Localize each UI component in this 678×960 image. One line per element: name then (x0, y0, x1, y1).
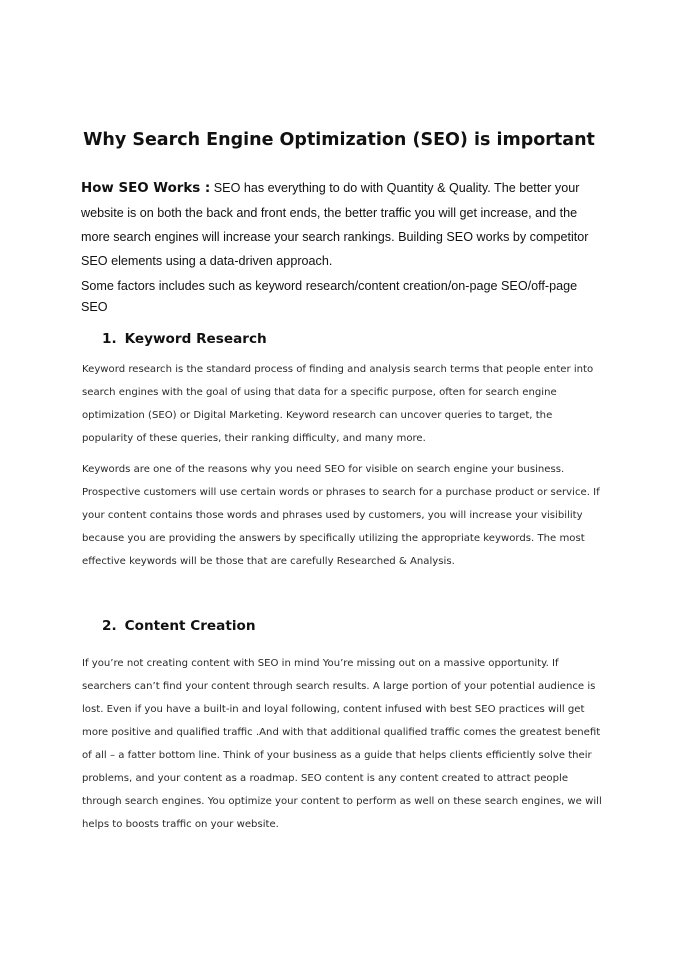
keyword-research-paragraph-1: Keyword research is the standard process of finding and analysis search terms that people enter into search engines with the goal of using that data for a specific purpose, often for search engine optimization (SEO) or Digital Marketing. Keyword research can uncover queries to target, the popularity of these queries, their ranking difficulty, and many more. (82, 364, 594, 444)
section-title: Content Creation (124, 618, 256, 634)
section-number: 1. (102, 331, 117, 347)
intro-factors: Some factors includes such as keyword research/content creation/on-page SEO/off-page SEO (81, 279, 578, 314)
keyword-research-paragraph-2: Keywords are one of the reasons why you need SEO for visible on search engine your business. Prospective customers will use certain words or phrases to search for a purchase product or service. If your content contains those words and phrases used by customers, you will increase your visibility because you are providing the answers by specifically utilizing the appropriate keywords. The most effective keywords will be those that are carefully Researched & Analysis. (82, 464, 600, 567)
intro-paragraph (81, 176, 601, 273)
intro-text: SEO has everything to do with Quantity & Quality. The better your website is on both the back and front ends, the better traffic you will get increase, and the more search engines will increase your search rankings. Building SEO works by competitor SEO elements using a data-driven approach. (81, 181, 589, 268)
section-heading-content-creation (102, 618, 256, 634)
content-creation-paragraph: If you’re not creating content with SEO in mind You’re missing out on a massive opportunity. If searchers can’t find your content through search results. A large portion of your potential audience is lost. Even if you have a built-in and loyal following, content infused with best SEO practices will get more positive and qualified traffic .And with that additional qualified traffic comes the greatest benefit of all – a fatter bottom line. Think of your business as a guide that helps clients efficiently solve their problems, and your content as a roadmap. SEO content is any content created to attract people through search engines. You optimize your content to perform as well on these search engines, we will helps to boosts traffic on your website. (82, 658, 602, 830)
intro-lead-label: How SEO Works : (81, 181, 211, 196)
section-title: Keyword Research (124, 331, 267, 347)
section-heading-keyword-research (102, 331, 267, 347)
document-title: Why Search Engine Optimization (SEO) is important (83, 130, 595, 150)
section-number: 2. (102, 618, 117, 634)
